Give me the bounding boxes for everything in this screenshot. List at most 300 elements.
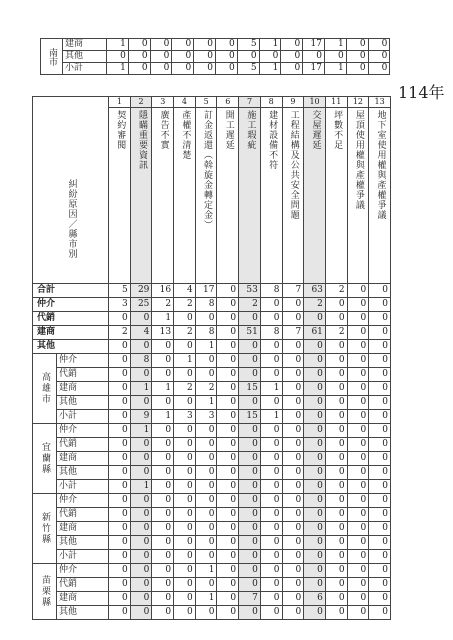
value-cell: 0 [369, 578, 391, 592]
value-cell: 0 [325, 466, 347, 480]
value-cell: 0 [304, 536, 326, 550]
value-cell: 0 [304, 494, 326, 508]
value-cell: 0 [260, 340, 282, 354]
column-title-cell [282, 108, 304, 284]
column-number: 11 [325, 97, 347, 108]
region-row [33, 536, 391, 550]
value-cell: 0 [260, 606, 282, 620]
value-cell: 0 [109, 564, 131, 578]
value-cell: 25 [130, 298, 152, 312]
value-cell: 0 [130, 522, 152, 536]
value-cell: 0 [195, 508, 217, 522]
value-cell: 0 [217, 466, 239, 480]
summary-label: 合計 [33, 284, 109, 298]
value-cell: 0 [152, 480, 174, 494]
value-cell: 0 [325, 438, 347, 452]
value-cell: 0 [109, 606, 131, 620]
value-cell: 0 [325, 550, 347, 564]
value-cell: 0 [304, 424, 326, 438]
value-cell: 0 [109, 536, 131, 550]
value-cell: 0 [325, 396, 347, 410]
value-cell: 0 [152, 438, 174, 452]
value-cell: 0 [260, 424, 282, 438]
value-cell: 0 [260, 550, 282, 564]
dispute-table-body [33, 284, 391, 620]
value-cell: 0 [304, 466, 326, 480]
column-number: 6 [217, 97, 239, 108]
value-cell: 0 [152, 550, 174, 564]
value-cell: 3 [195, 410, 217, 424]
value-cell: 0 [281, 51, 303, 63]
value-cell: 0 [282, 522, 304, 536]
value-cell: 0 [217, 494, 239, 508]
column-title-cell [325, 108, 347, 284]
value-cell: 0 [152, 466, 174, 480]
value-cell: 0 [369, 508, 391, 522]
value-cell: 0 [325, 354, 347, 368]
row-label: 建商 [57, 522, 109, 536]
value-cell: 0 [109, 438, 131, 452]
value-cell: 4 [130, 326, 152, 340]
value-cell: 0 [215, 51, 237, 63]
column-title: 地下室使用權與產權爭議 [375, 110, 386, 220]
value-cell: 0 [239, 340, 261, 354]
value-cell: 0 [304, 452, 326, 466]
value-cell: 29 [130, 284, 152, 298]
value-cell: 0 [217, 550, 239, 564]
value-cell: 0 [172, 39, 194, 51]
column-title-cell [174, 108, 196, 284]
value-cell: 0 [109, 424, 131, 438]
value-cell: 0 [152, 508, 174, 522]
column-title-cell [347, 108, 369, 284]
value-cell: 0 [130, 340, 152, 354]
value-cell: 0 [152, 522, 174, 536]
value-cell: 15 [239, 410, 261, 424]
value-cell: 1 [324, 39, 346, 51]
region-label-cell [33, 564, 57, 620]
column-title-cell [369, 108, 391, 284]
value-cell: 0 [260, 368, 282, 382]
value-cell: 0 [130, 508, 152, 522]
value-cell: 0 [347, 368, 369, 382]
value-cell: 0 [217, 508, 239, 522]
value-cell: 0 [347, 550, 369, 564]
value-cell: 0 [195, 466, 217, 480]
value-cell: 0 [239, 424, 261, 438]
row-label: 建商 [57, 382, 109, 396]
value-cell: 0 [304, 438, 326, 452]
value-cell: 0 [217, 424, 239, 438]
value-cell: 6 [304, 592, 326, 606]
region-row [33, 452, 391, 466]
value-cell: 0 [195, 438, 217, 452]
value-cell: 0 [195, 424, 217, 438]
column-title: 廣告不實 [158, 110, 169, 150]
value-cell: 0 [369, 410, 391, 424]
value-cell: 0 [260, 312, 282, 326]
value-cell: 0 [369, 452, 391, 466]
value-cell: 0 [109, 494, 131, 508]
value-cell: 61 [304, 326, 326, 340]
value-cell: 0 [369, 606, 391, 620]
value-cell: 0 [174, 522, 196, 536]
value-cell: 0 [282, 606, 304, 620]
value-cell: 1 [130, 480, 152, 494]
summary-row [33, 312, 391, 326]
value-cell: 0 [152, 494, 174, 508]
value-cell: 1 [152, 410, 174, 424]
column-title: 施工瑕疵 [245, 110, 256, 150]
value-cell: 0 [260, 522, 282, 536]
value-cell: 0 [260, 536, 282, 550]
value-cell: 0 [282, 312, 304, 326]
value-cell: 0 [325, 368, 347, 382]
value-cell: 15 [239, 382, 261, 396]
value-cell: 0 [346, 51, 368, 63]
value-cell: 0 [347, 312, 369, 326]
value-cell: 0 [347, 592, 369, 606]
value-cell: 2 [152, 298, 174, 312]
value-cell: 0 [130, 550, 152, 564]
value-cell: 0 [369, 592, 391, 606]
value-cell: 0 [195, 354, 217, 368]
year-label: 114年 [398, 83, 445, 102]
region-row [33, 382, 391, 396]
value-cell: 0 [172, 51, 194, 63]
value-cell: 0 [369, 550, 391, 564]
value-cell: 0 [369, 298, 391, 312]
value-cell: 0 [368, 63, 390, 75]
column-title: 開工遲延 [223, 110, 234, 150]
value-cell: 1 [195, 396, 217, 410]
value-cell: 0 [325, 536, 347, 550]
value-cell: 7 [282, 284, 304, 298]
column-number: 4 [174, 97, 196, 108]
value-cell: 0 [152, 536, 174, 550]
value-cell: 0 [107, 51, 129, 63]
value-cell: 0 [325, 494, 347, 508]
value-cell: 1 [259, 63, 281, 75]
value-cell: 0 [217, 284, 239, 298]
value-cell: 0 [282, 564, 304, 578]
row-label: 其他 [57, 396, 109, 410]
value-cell: 8 [130, 354, 152, 368]
value-cell: 0 [282, 424, 304, 438]
column-title-cell [260, 108, 282, 284]
value-cell: 0 [325, 592, 347, 606]
value-cell: 0 [109, 312, 131, 326]
value-cell: 0 [217, 536, 239, 550]
value-cell: 0 [325, 564, 347, 578]
value-cell: 0 [369, 312, 391, 326]
value-cell: 16 [152, 284, 174, 298]
value-cell: 0 [304, 522, 326, 536]
value-cell: 0 [368, 51, 390, 63]
row-label: 仲介 [57, 494, 109, 508]
value-cell: 0 [174, 592, 196, 606]
value-cell: 0 [130, 494, 152, 508]
value-cell: 9 [130, 410, 152, 424]
value-cell: 0 [152, 354, 174, 368]
row-label: 建商 [57, 592, 109, 606]
value-cell: 53 [239, 284, 261, 298]
value-cell: 0 [195, 606, 217, 620]
value-cell: 0 [174, 312, 196, 326]
summary-label: 建商 [33, 326, 109, 340]
value-cell: 0 [239, 438, 261, 452]
value-cell: 8 [260, 326, 282, 340]
value-cell: 0 [172, 63, 194, 75]
value-cell: 0 [174, 578, 196, 592]
summary-label: 其他 [33, 340, 109, 354]
value-cell: 0 [109, 592, 131, 606]
value-cell: 0 [217, 340, 239, 354]
value-cell: 2 [174, 326, 196, 340]
value-cell: 0 [239, 480, 261, 494]
row-label: 仲介 [57, 564, 109, 578]
value-cell: 0 [217, 368, 239, 382]
value-cell: 0 [325, 452, 347, 466]
value-cell: 7 [282, 326, 304, 340]
column-title: 坪數不足 [332, 110, 343, 150]
value-cell: 0 [152, 340, 174, 354]
value-cell: 2 [174, 298, 196, 312]
value-cell: 0 [239, 452, 261, 466]
value-cell: 0 [217, 298, 239, 312]
value-cell: 0 [130, 578, 152, 592]
value-cell: 1 [259, 39, 281, 51]
dispute-table-header [33, 97, 391, 284]
value-cell: 0 [130, 564, 152, 578]
value-cell: 0 [130, 396, 152, 410]
value-cell: 0 [239, 368, 261, 382]
value-cell: 2 [195, 382, 217, 396]
value-cell: 0 [215, 39, 237, 51]
value-cell: 0 [347, 410, 369, 424]
value-cell: 0 [194, 51, 216, 63]
value-cell: 0 [282, 368, 304, 382]
column-title: 產權不清楚 [180, 110, 191, 160]
value-cell: 0 [325, 522, 347, 536]
value-cell: 0 [130, 592, 152, 606]
summary-label: 仲介 [33, 298, 109, 312]
value-cell: 0 [304, 396, 326, 410]
row-label: 其他 [57, 606, 109, 620]
value-cell: 0 [260, 298, 282, 312]
column-number: 2 [130, 97, 152, 108]
value-cell: 1 [260, 382, 282, 396]
value-cell: 0 [347, 452, 369, 466]
value-cell: 0 [281, 39, 303, 51]
value-cell: 17 [303, 39, 325, 51]
value-cell: 0 [369, 396, 391, 410]
value-cell: 0 [109, 382, 131, 396]
value-cell: 0 [239, 508, 261, 522]
value-cell: 0 [369, 424, 391, 438]
region-label-cell [33, 354, 57, 424]
value-cell: 1 [195, 592, 217, 606]
value-cell: 0 [282, 494, 304, 508]
value-cell: 0 [368, 39, 390, 51]
previous-section-table [40, 38, 390, 75]
row-label: 小計 [63, 63, 107, 75]
value-cell: 0 [128, 51, 150, 63]
value-cell: 0 [109, 368, 131, 382]
value-cell: 0 [347, 522, 369, 536]
value-cell: 1 [195, 564, 217, 578]
value-cell: 0 [347, 396, 369, 410]
value-cell: 0 [369, 368, 391, 382]
value-cell: 0 [215, 63, 237, 75]
value-cell: 0 [282, 466, 304, 480]
value-cell: 0 [195, 536, 217, 550]
value-cell: 0 [174, 438, 196, 452]
value-cell: 0 [369, 522, 391, 536]
row-label: 其他 [57, 536, 109, 550]
value-cell: 0 [130, 466, 152, 480]
row-label: 仲介 [57, 424, 109, 438]
value-cell: 0 [260, 592, 282, 606]
value-cell: 17 [195, 284, 217, 298]
value-cell: 0 [217, 410, 239, 424]
region-row [33, 438, 391, 452]
column-number: 7 [239, 97, 261, 108]
value-cell: 0 [347, 536, 369, 550]
value-cell: 0 [325, 382, 347, 396]
value-cell: 0 [304, 410, 326, 424]
previous-section-body [41, 39, 390, 75]
row-label: 代銷 [57, 368, 109, 382]
value-cell: 0 [282, 340, 304, 354]
previous-row [41, 39, 390, 51]
value-cell: 0 [325, 298, 347, 312]
value-cell: 2 [325, 284, 347, 298]
column-title-cell [304, 108, 326, 284]
value-cell: 0 [109, 466, 131, 480]
region-row [33, 578, 391, 592]
value-cell: 0 [195, 550, 217, 564]
value-cell: 0 [325, 508, 347, 522]
dispute-table [32, 96, 391, 620]
value-cell: 3 [109, 298, 131, 312]
value-cell: 0 [130, 536, 152, 550]
value-cell: 0 [282, 536, 304, 550]
previous-region-label: 南市 [41, 39, 63, 75]
value-cell: 0 [260, 480, 282, 494]
value-cell: 0 [174, 466, 196, 480]
value-cell: 0 [369, 382, 391, 396]
value-cell: 0 [217, 522, 239, 536]
value-cell: 3 [174, 410, 196, 424]
value-cell: 0 [346, 63, 368, 75]
value-cell: 0 [260, 396, 282, 410]
value-cell: 0 [217, 578, 239, 592]
value-cell: 0 [369, 536, 391, 550]
value-cell: 0 [217, 312, 239, 326]
region-row [33, 354, 391, 368]
value-cell: 0 [195, 452, 217, 466]
value-cell: 0 [347, 578, 369, 592]
value-cell: 0 [130, 312, 152, 326]
value-cell: 0 [325, 480, 347, 494]
value-cell: 0 [152, 578, 174, 592]
value-cell: 0 [109, 410, 131, 424]
region-label: 宜蘭縣 [40, 442, 50, 475]
value-cell: 0 [174, 606, 196, 620]
value-cell: 1 [174, 354, 196, 368]
value-cell: 0 [109, 578, 131, 592]
value-cell: 0 [239, 564, 261, 578]
region-label: 新竹縣 [40, 512, 50, 545]
value-cell: 0 [239, 522, 261, 536]
value-cell: 0 [282, 578, 304, 592]
value-cell: 0 [303, 51, 325, 63]
value-cell: 0 [237, 51, 259, 63]
value-cell: 0 [325, 410, 347, 424]
region-row [33, 494, 391, 508]
region-row [33, 522, 391, 536]
value-cell: 0 [325, 312, 347, 326]
value-cell: 0 [281, 63, 303, 75]
previous-row [41, 51, 390, 63]
value-cell: 0 [325, 606, 347, 620]
value-cell: 0 [174, 508, 196, 522]
value-cell: 0 [347, 382, 369, 396]
value-cell: 0 [194, 63, 216, 75]
value-cell: 0 [369, 354, 391, 368]
value-cell: 0 [174, 494, 196, 508]
value-cell: 0 [174, 480, 196, 494]
value-cell: 0 [347, 340, 369, 354]
value-cell: 2 [325, 326, 347, 340]
region-row [33, 480, 391, 494]
value-cell: 0 [195, 494, 217, 508]
value-cell: 0 [174, 452, 196, 466]
value-cell: 0 [347, 326, 369, 340]
value-cell: 0 [282, 298, 304, 312]
column-number: 5 [195, 97, 217, 108]
value-cell: 63 [304, 284, 326, 298]
value-cell: 0 [152, 564, 174, 578]
region-label-cell [33, 424, 57, 494]
value-cell: 0 [109, 396, 131, 410]
value-cell: 1 [107, 63, 129, 75]
value-cell: 0 [174, 564, 196, 578]
value-cell: 0 [282, 550, 304, 564]
column-title-cell [152, 108, 174, 284]
value-cell: 0 [282, 382, 304, 396]
value-cell: 0 [239, 606, 261, 620]
value-cell: 1 [195, 340, 217, 354]
column-title-cell [130, 108, 152, 284]
value-cell: 0 [347, 606, 369, 620]
value-cell: 0 [217, 382, 239, 396]
value-cell: 0 [174, 536, 196, 550]
value-cell: 0 [152, 606, 174, 620]
column-number-row [33, 97, 391, 108]
side-header-label: 糾紛原因／縣市別 [66, 179, 77, 259]
value-cell: 0 [347, 480, 369, 494]
value-cell: 0 [282, 354, 304, 368]
value-cell: 7 [239, 592, 261, 606]
row-label: 其他 [57, 466, 109, 480]
value-cell: 0 [369, 494, 391, 508]
row-label: 仲介 [57, 354, 109, 368]
value-cell: 0 [195, 578, 217, 592]
value-cell: 0 [195, 522, 217, 536]
value-cell: 0 [304, 550, 326, 564]
